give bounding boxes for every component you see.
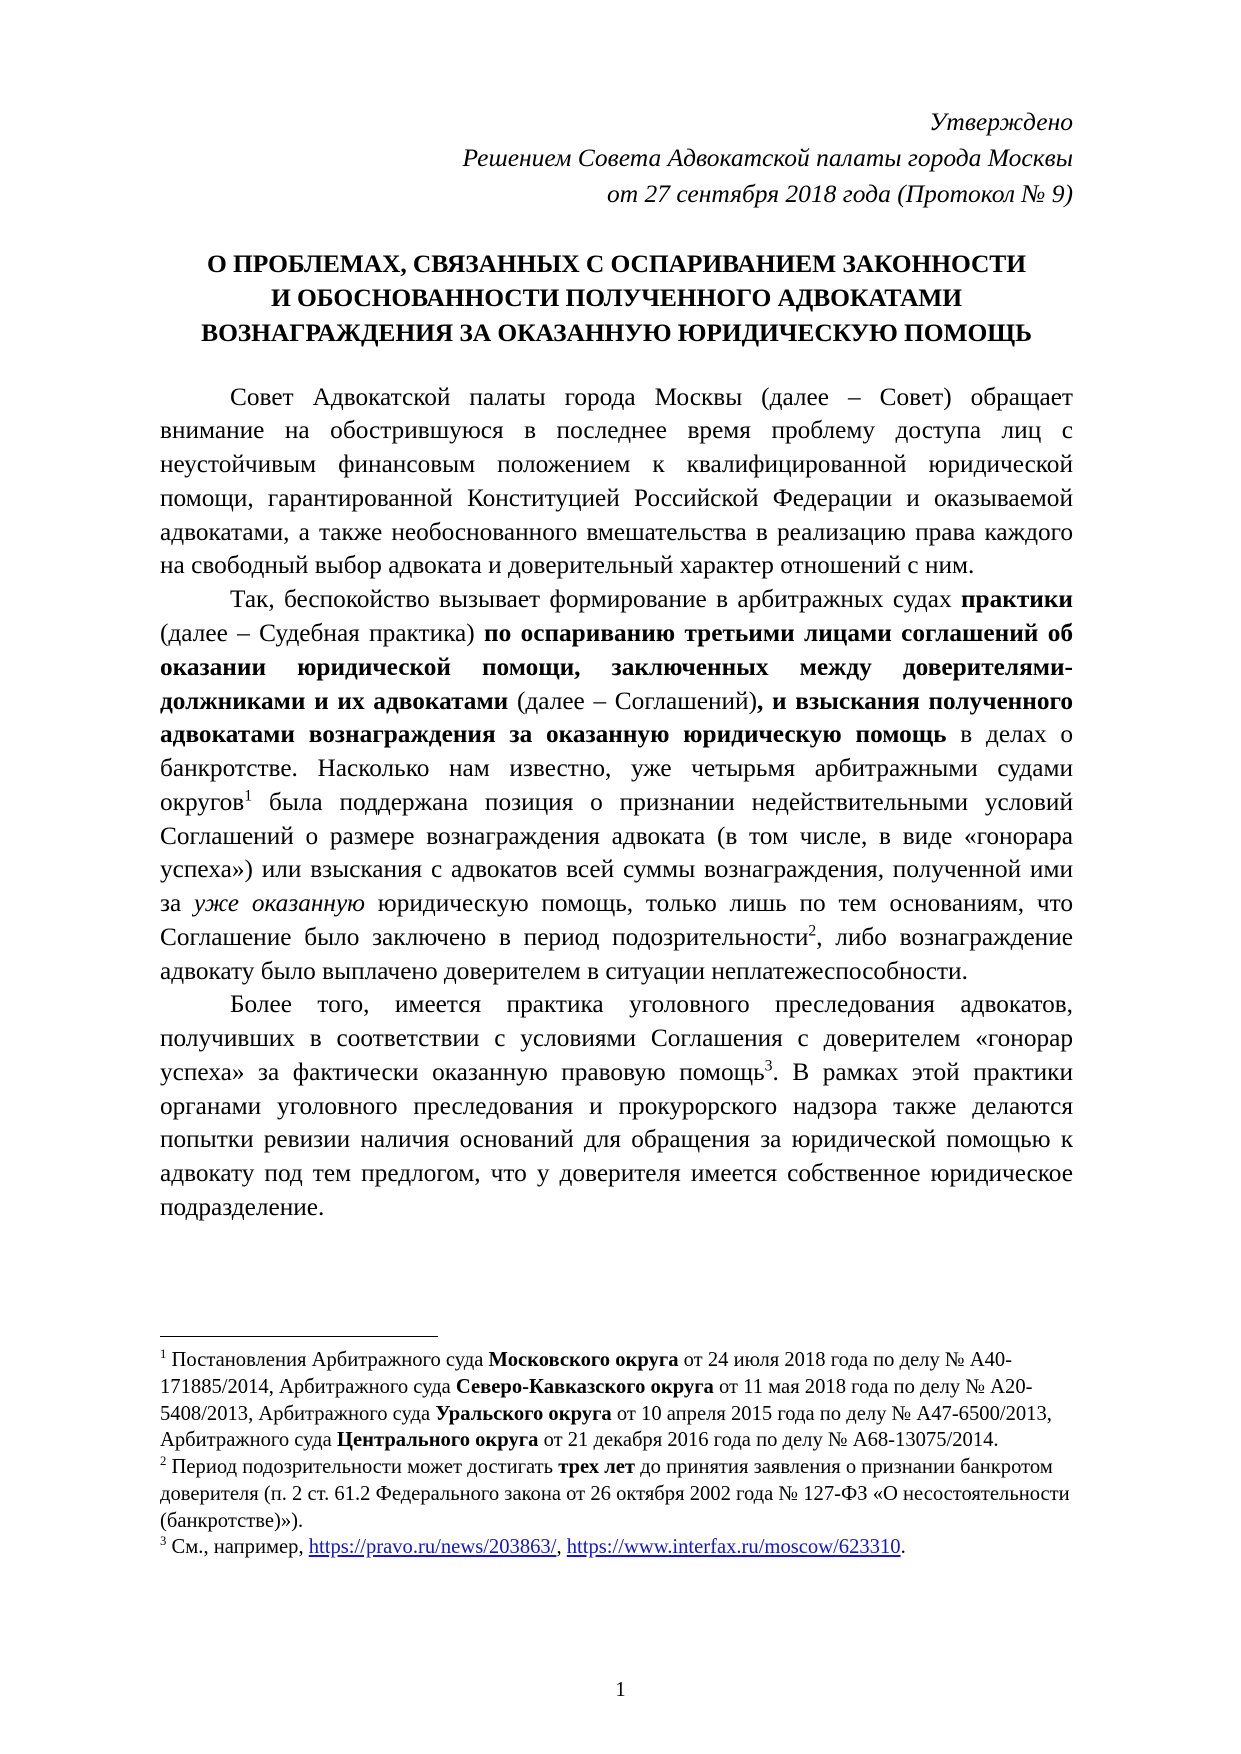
paragraph-3	[160, 988, 1073, 1224]
title-line-3: ВОЗНАГРАЖДЕНИЯ ЗА ОКАЗАННУЮ ЮРИДИЧЕСКУЮ ПОМОЩЬ	[201, 317, 1032, 347]
footnote-2-marker: 2	[160, 1454, 167, 1469]
p2-seg-5: была поддержана позиция о признании недействительными условий Соглашений о размере вознаграждения адвоката (в том числе, в виде «гонорара успеха») или взыскания с адвокатов всей суммы вознаграждения, полученной ими за	[160, 787, 1073, 918]
p2-bold-3: , и взыскания полученного адвокатами вознаграждения за оказанную юридическую помощь	[160, 686, 1073, 749]
p2-bold-1: практики	[960, 585, 1073, 614]
footnote-separator	[160, 1336, 438, 1337]
fn1-seg-1: Постановления Арбитражного суда	[166, 1349, 489, 1371]
approval-block	[160, 104, 1073, 213]
p2-seg-2: (далее – Судебная практика)	[160, 618, 485, 647]
footnote-3-marker: 3	[160, 1534, 167, 1549]
p2-seg-1: Так, беспокойство вызывает формирование в арбитражных судах	[230, 585, 961, 614]
fn1-seg-5: от 21 декабря 2016 года по делу № А68-13075/2014.	[538, 1429, 999, 1452]
fn1-bold-3: Уральского округа	[435, 1402, 612, 1425]
title-line-2: И ОБОСНОВАННОСТИ ПОЛУЧЕННОГО АДВОКАТАМИ	[271, 283, 962, 313]
fn2-seg-2: до принятия заявления о признании банкротом доверителя (п. 2 ст. 61.2 Федерального закона от 26 октября 2002 года № 127-ФЗ «О несостоятельности (банкротстве)»).	[160, 1456, 1070, 1532]
document-body	[160, 381, 1073, 1225]
fn1-bold-1: Московского округа	[488, 1349, 679, 1371]
footnote-ref-2[interactable]: 2	[808, 922, 817, 940]
p2-bold-2: по оспариванию третьими лицами соглашений об оказании юридической помощи, заключенных между доверителями-должниками и их адвокатами	[160, 618, 1073, 715]
p3-seg-2: . В рамках этой практики органами уголовного преследования и прокурорского надзора также делаются попытки ревизии наличия оснований для обращения за юридической помощью к адвокату под тем предлогом, что у доверителя имеется собственное юридическое подразделение.	[160, 1057, 1073, 1221]
footnote-2	[160, 1454, 1073, 1534]
title-line-1: О ПРОБЛЕМАХ, СВЯЗАННЫХ С ОСПАРИВАНИЕМ ЗАКОННОСТИ	[207, 248, 1026, 278]
approval-line-2: Решением Совета Адвокатской палаты города Москвы	[462, 143, 1073, 173]
page-number: 1	[615, 1679, 626, 1701]
p2-seg-7: , либо вознаграждение адвокату было выплачено доверителем в ситуации неплатежеспособности.	[160, 922, 1073, 985]
fn2-seg-1: Период подозрительности может достигать	[166, 1456, 559, 1479]
fn3-seg-3: .	[900, 1536, 906, 1559]
footnote-1-marker: 1	[160, 1347, 167, 1362]
fn2-bold-1: трех лет	[558, 1456, 636, 1479]
fn1-bold-2: Северо-Кавказского округа	[455, 1375, 714, 1398]
fn3-seg-2: ,	[556, 1536, 567, 1559]
footnotes-section	[160, 1336, 1073, 1561]
p2-seg-3: (далее – Соглашений)	[508, 686, 758, 715]
approval-line-3: от 27 сентября 2018 года (Протокол № 9)	[607, 179, 1073, 209]
p3-seg-1: Более того, имеется практика уголовного преследования адвокатов, получивших в соответствии с условиями Соглашения с доверителем «гонорар успеха» за фактически оказанную правовую помощь	[160, 990, 1073, 1086]
footnote-1	[160, 1347, 1073, 1454]
footnote-ref-3[interactable]: 3	[764, 1057, 773, 1075]
fn1-bold-4: Центрального округа	[336, 1429, 539, 1452]
footnote-ref-1[interactable]: 1	[244, 787, 253, 805]
fn3-seg-1: См., например,	[166, 1536, 309, 1559]
fn1-seg-3: от 11 мая 2018 года по делу № А20-5408/2013, Арбитражного суда	[160, 1375, 1033, 1425]
paragraph-2	[160, 583, 1073, 988]
p2-seg-6: юридическую помощь, только лишь по тем основаниям, что Соглашение было заключено в период подозрительности	[160, 889, 1074, 951]
footnote-3	[160, 1534, 1073, 1561]
p2-italic-1: уже оказанную	[194, 889, 366, 918]
page-title	[160, 247, 1073, 351]
paragraph-1-text: Совет Адвокатской палаты города Москвы (далее – Совет) обращает внимание на обострившуюся в последнее время проблему доступа лиц с неустойчивым финансовым положением к квалифицированной юридической помощи, гарантированной Конституцией Российской Федерации и оказываемой адвокатами, а также необоснованного вмешательства в реализацию права каждого на свободный выбор адвоката и доверительный характер отношений с ним.	[160, 382, 1073, 580]
paragraph-1	[160, 381, 1073, 584]
fn1-seg-2: от 24 июля 2018 года по делу № А40-171885/2014, Арбитражного суда	[160, 1349, 1013, 1398]
p2-seg-4: в делах о банкротстве. Насколько нам известно, уже четырьмя арбитражными судами округов	[160, 720, 1073, 816]
pravo-ru-link[interactable]: https://pravo.ru/news/203863/	[308, 1536, 557, 1559]
interfax-ru-link[interactable]: https://www.interfax.ru/moscow/623310	[566, 1536, 901, 1559]
approval-line-1: Утверждено	[929, 107, 1073, 136]
fn1-seg-4: от 10 апреля 2015 года по делу № А47-6500/2013, Арбитражного суда	[160, 1402, 1052, 1452]
